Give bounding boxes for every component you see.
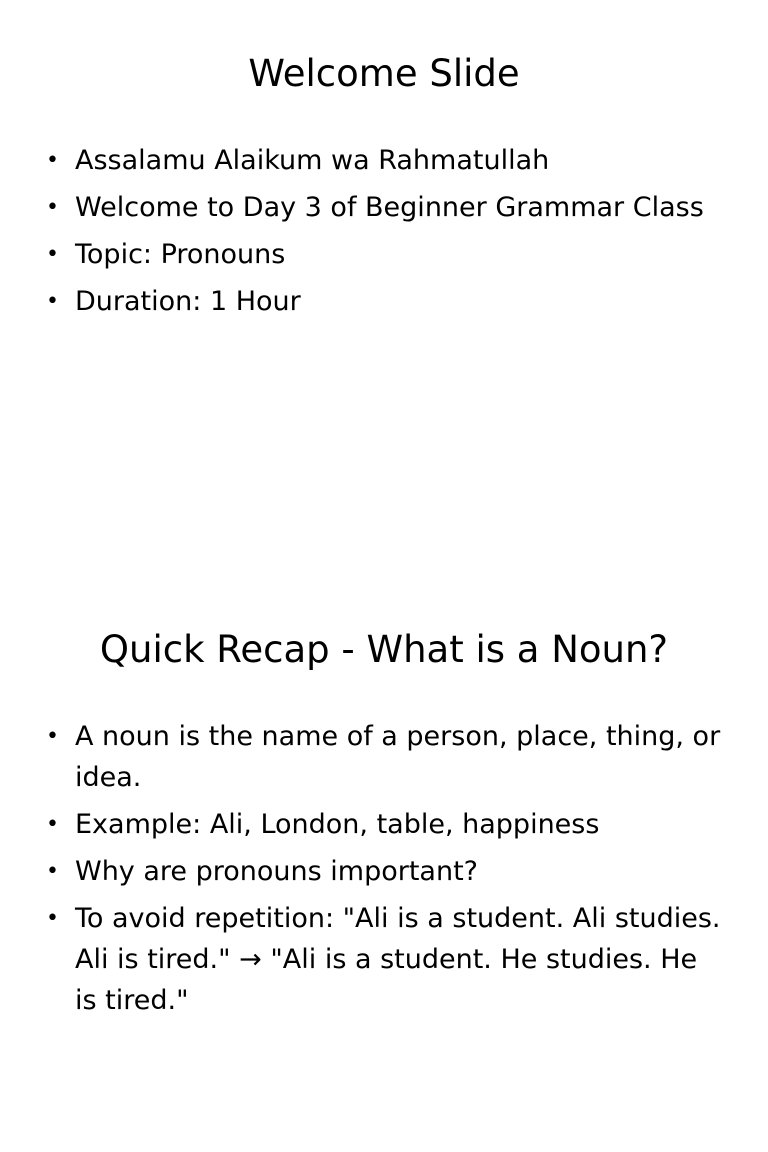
list-item — [46, 716, 725, 798]
slide-noun-recap — [0, 576, 768, 1152]
list-item — [46, 804, 725, 845]
bullet-text: Example: Ali, London, table, happiness — [75, 809, 600, 840]
bullet-icon: • — [46, 242, 59, 267]
list-item — [46, 187, 725, 228]
list-item — [46, 234, 725, 275]
slide-title: Quick Recap - What is a Noun? — [99, 628, 669, 671]
bullet-icon: • — [46, 906, 59, 931]
bullet-text: To avoid repetition: "Ali is a student. Ali studies. Ali is tired." → "Ali is a student. He studies. He is tired." — [75, 903, 721, 1016]
bullet-icon: • — [46, 289, 59, 314]
bullet-icon: • — [46, 859, 59, 884]
bullet-text: Duration: 1 Hour — [75, 286, 301, 317]
bullet-icon: • — [46, 195, 59, 220]
slide-title: Welcome Slide — [248, 52, 520, 95]
bullet-text: Welcome to Day 3 of Beginner Grammar Class — [75, 192, 704, 223]
bullet-text: Topic: Pronouns — [75, 239, 286, 270]
list-item — [46, 281, 725, 322]
list-item — [46, 140, 725, 181]
bullet-icon: • — [46, 724, 59, 749]
bullet-icon: • — [46, 148, 59, 173]
list-item — [46, 851, 725, 892]
bullet-list — [46, 716, 725, 1027]
bullet-list — [46, 140, 725, 328]
bullet-text: Assalamu Alaikum wa Rahmatullah — [75, 145, 550, 176]
list-item — [46, 898, 725, 1021]
bullet-text: Why are pronouns important? — [75, 856, 479, 887]
bullet-icon: • — [46, 812, 59, 837]
bullet-text: A noun is the name of a person, place, thing, or idea. — [75, 721, 721, 793]
